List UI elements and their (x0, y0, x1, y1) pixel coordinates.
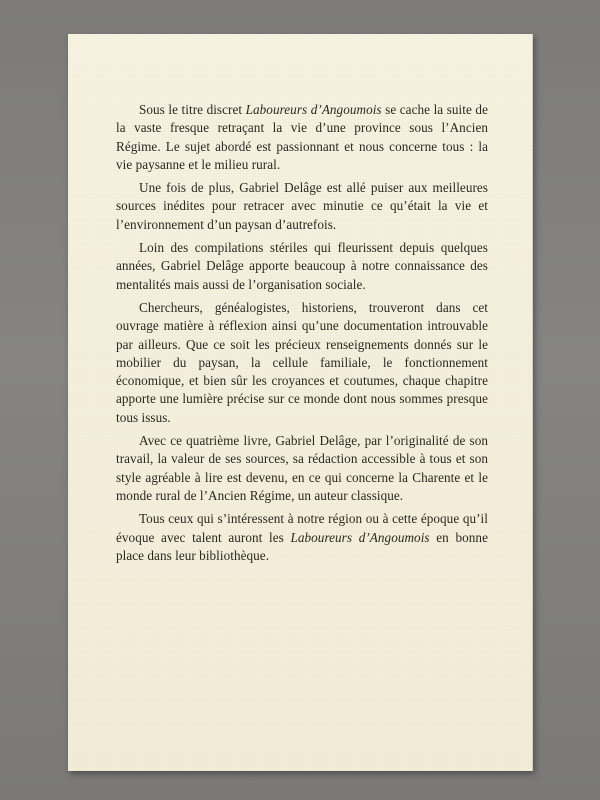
blurb-paragraph-4: Chercheurs, généalogistes, historiens, trouveront dans cet ouvrage matière à réflexion ainsi qu’une documentation introuvable par ailleurs. Que ce soit les précieux renseignements donnés sur le mobilier du paysan, la cellule familiale, le fonctionnement économique, et bien sûr les croyances et coutumes, chaque chapitre apporte une lumière précise sur ce monde dont nous sommes presque tous issus. (116, 299, 488, 425)
blurb-paragraph-2: Une fois de plus, Gabriel Delâge est allé puiser aux meilleures sources inédites pour retracer avec minutie ce qu’était la vie et l’environnement d’un paysan d’autrefois. (116, 180, 488, 232)
blurb-paragraph-3: Loin des compilations stériles qui fleurissent depuis quelques années, Gabriel Delâge apporte beaucoup à notre connaissance des mentalités mais aussi de l’organisation sociale. (116, 240, 488, 292)
blurb-paragraph-6: Tous ceux qui s’intéressent à notre région ou à cette époque qu’il évoque avec talent auront les Laboureurs d’Angoumois en bonne place dans leur bibliothèque. (116, 511, 488, 563)
book-title-italic: Laboureurs d’Angoumois (245, 102, 382, 117)
blurb-paragraph-5: Avec ce quatrième livre, Gabriel Delâge, par l’originalité de son travail, la valeur de ses sources, sa rédaction accessible à tous et son style agréable à lire est devenu, en ce qui concerne la Charente et le monde rural de l’Ancien Régime, un auteur classique. (116, 433, 488, 503)
blurb-paragraph-1: Sous le titre discret Laboureurs d’Angoumois se cache la suite de la vaste fresque retraçant la vie d’une province sous l’Ancien Régime. Le sujet abordé est passionnant et nous concerne tous : la vie paysanne et le milieu rural. (116, 102, 488, 172)
blurb-text (116, 101, 488, 570)
book-back-cover (68, 34, 533, 771)
book-title-italic: Laboureurs d’Angoumois (290, 529, 430, 545)
